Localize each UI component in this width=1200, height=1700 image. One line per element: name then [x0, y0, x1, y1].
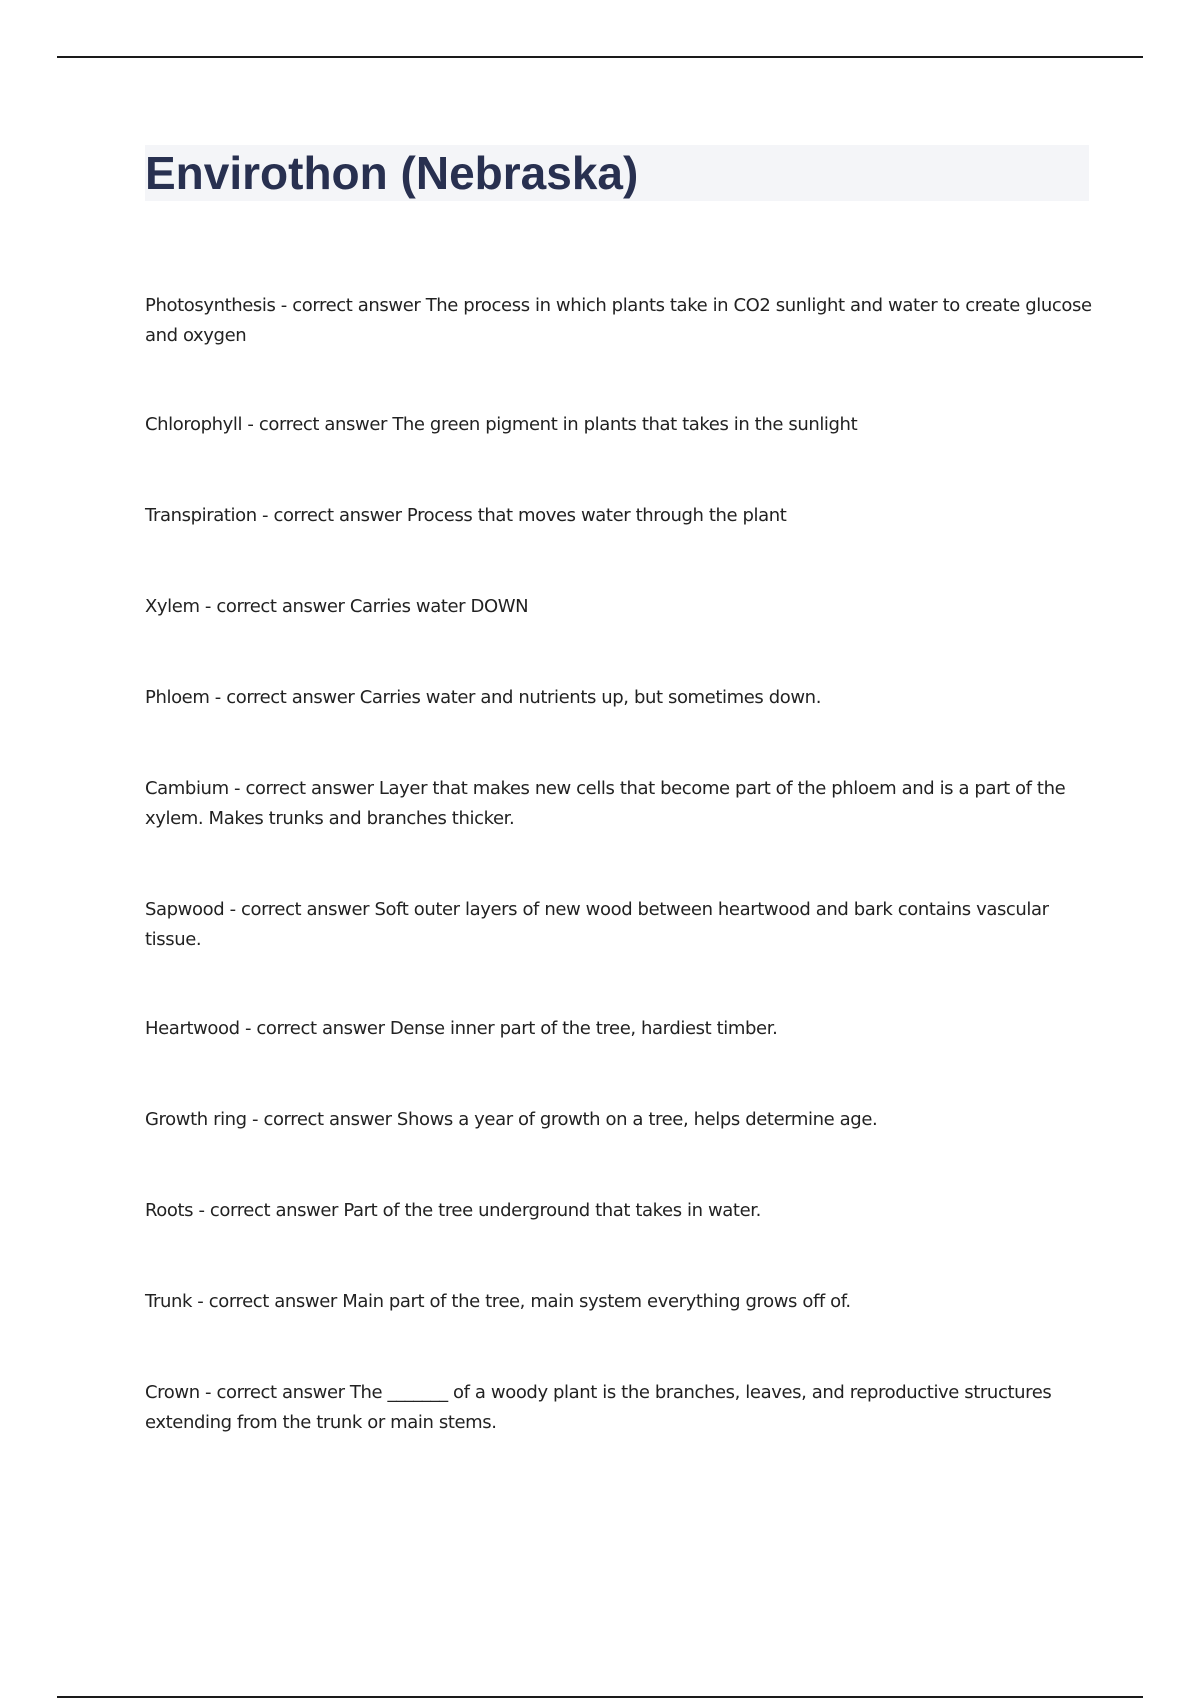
entry-phloem: Phloem - correct answer Carries water and nutrients up, but sometimes down.: [145, 687, 822, 708]
entry-trunk: Trunk - correct answer Main part of the tree, main system everything grows off of.: [145, 1291, 851, 1312]
entry-cambium: Cambium - correct answer Layer that makes new cells that become part of the phloem and is a part of the xylem. Makes trunks and branches thicker.: [145, 778, 1066, 829]
entry-heartwood: Heartwood - correct answer Dense inner part of the tree, hardiest timber.: [145, 1018, 778, 1039]
entry-sapwood: Sapwood - correct answer Soft outer layers of new wood between heartwood and bark contains vascular tissue.: [145, 899, 1049, 950]
entry-chlorophyll: Chlorophyll - correct answer The green pigment in plants that takes in the sunlight: [145, 414, 858, 435]
entry-crown: Crown - correct answer The _______ of a woody plant is the branches, leaves, and reproductive structures extending from the trunk or main stems.: [145, 1382, 1052, 1433]
entry-transpiration: Transpiration - correct answer Process that moves water through the plant: [145, 505, 787, 526]
header-rule: [57, 56, 1143, 58]
entry-photosynthesis: Photosynthesis - correct answer The process in which plants take in CO2 sunlight and water to create glucose and oxygen: [145, 295, 1092, 346]
entry-xylem: Xylem - correct answer Carries water DOWN: [145, 596, 529, 617]
entry-growth-ring: Growth ring - correct answer Shows a year of growth on a tree, helps determine age.: [145, 1109, 878, 1130]
footer-rule: [57, 1696, 1143, 1698]
page-title: Envirothon (Nebraska): [145, 147, 639, 199]
entry-roots: Roots - correct answer Part of the tree underground that takes in water.: [145, 1200, 761, 1221]
